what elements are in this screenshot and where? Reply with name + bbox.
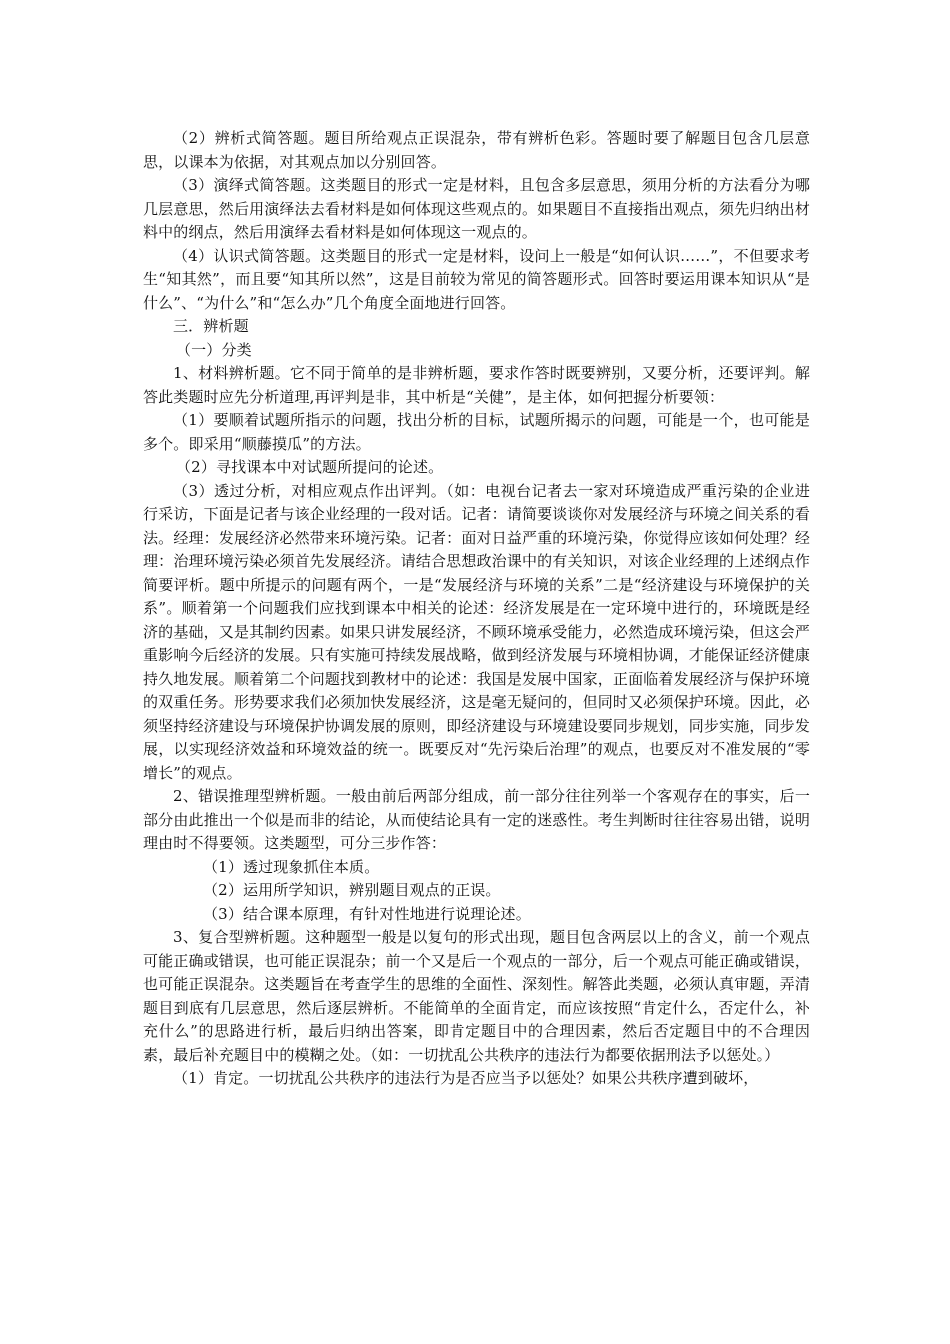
paragraph-deductive-short-answer: （3）演绎式简答题。这类题目的形式一定是材料，且包含多层意思，须用分析的方法看分为哪几层意思，然后用演绎法去看材料是如何体现这些观点的。如果题目不直接指出观点，须先归纳出材料中的纲点，然后用演绎去看材料是如何体现这一观点的。 <box>143 176 810 241</box>
paragraph-faulty-reasoning-discrimination: 2、错误推理型辨析题。一般由前后两部分组成，前一部分往往列举一个客观存在的事实，后一部分由此推出一个似是而非的结论，从而使结论具有一定的迷惑性。考生判断时往往容易出错，说明理由时不得要领。这类题型，可分三步作答： <box>143 787 810 852</box>
list-item-step-3: （3）结合课本原理，有针对性地进行说理论述。 <box>203 904 531 923</box>
document-page <box>143 127 810 1091</box>
paragraph-cognitive-short-answer: （4）认识式简答题。这类题目的形式一定是材料，设问上一般是“如何认识……”，不但要求考生“知其然”，而且要“知其所以然”，这是目前较为常见的简答题形式。回答时要运用课本知识从“是什么”、“为什么”和“怎么办”几个角度全面地进行回答。 <box>143 246 810 312</box>
paragraph-compound-discrimination: 3、复合型辨析题。这种题型一般是以复句的形式出现，题目包含两层以上的含义，前一个观点可能正确或错误，也可能正误混杂；前一个又是后一个观点的一部分，后一个观点可能正确或错误，也可能正误混杂。这类题旨在考查学生的思维的全面性、深刻性。解答此类题，必须认真审题，弄清题目到底有几层意思，然后逐层辨析。不能简单的全面肯定，而应该按照“肯定什么，否定什么，补充什么”的思路进行析，最后归纳出答案，即肯定题目中的合理因素，然后否定题目中的不合理因素，最后补充题目中的模糊之处。（如：一切扰乱公共秩序的违法行为都要依据刑法予以惩处。） <box>143 928 810 1064</box>
paragraph-step-1-follow-question: （1）要顺着试题所指示的问题，找出分析的目标，试题所揭示的问题，可能是一个，也可能是多个。即采用“顺藤摸瓜”的方法。 <box>143 411 810 453</box>
section-heading-discrimination-questions: 三．辨析题 <box>173 317 249 335</box>
paragraph-discrimination-short-answer: （2）辨析式简答题。题目所给观点正误混杂，带有辨析色彩。答题时要了解题目包含几层意思，以课本为依据，对其观点加以分别回答。 <box>143 129 810 171</box>
paragraph-step-3-evaluate-example: （3）透过分析，对相应观点作出评判。（如：电视台记者去一家对环境造成严重污染的企业进行采访，下面是记者与该企业经理的一段对话。记者：请简要谈谈你对发展经济与环境之间关系的看法。经理：发展经济必然带来环境污染。记者：面对日益严重的环境污染，你觉得应该如何处理？经理：治理环境污染必须首先发展经济。请结合思想政治课中的有关知识，对该企业经理的上述纲点作简要评析。题中所提示的问题有两个，一是“发展经济与环境的关系”二是“经济建设与环境保护的关系”。顺着第一个问题我们应找到课本中相关的论述：经济发展是在一定环境中进行的，环境既是经济的基础，又是其制约因素。如果只讲发展经济，不顾环境承受能力，必然造成环境污染，但这会严重影响今后经济的发展。只有实施可持续发展战略，做到经济发展与环境相协调，才能保证经济健康持久地发展。顺着第二个问题找到教材中的论述：我国是发展中国家，正面临着发展经济与保护环境的双重任务。形势要求我们必须加快发展经济，这是毫无疑问的，但同时又必须保护环境。因此，必须坚持经济建设与环境保护协调发展的原则，即经济建设与环境建设要同步规划，同步实施，同步发展，以实现经济效益和环境效益的统一。既要反对“先污染后治理”的观点，也要反对不准发展的“零增长”的观点。 <box>143 481 810 782</box>
list-item-step-2: （2）运用所学知识，辨别题目观点的正误。 <box>203 881 501 899</box>
subsection-heading-classification: （一）分类 <box>176 340 252 359</box>
paragraph-step-2-find-textbook: （2）寻找课本中对试题所提问的论述。 <box>176 458 444 476</box>
list-item-step-1: （1）透过现象抓住本质。 <box>203 857 380 876</box>
paragraph-affirm-step: （1）肯定。一切扰乱公共秩序的违法行为是否应当予以惩处？如果公共秩序遭到破坏， <box>173 1069 759 1087</box>
paragraph-material-discrimination: 1、材料辨析题。它不同于简单的是非辨析题，要求作答时既要辨别，又要分析，还要评判。解答此类题时应先分析道理,再评判是非，其中析是“关健”，是主体，如何把握分析要领： <box>143 364 810 406</box>
